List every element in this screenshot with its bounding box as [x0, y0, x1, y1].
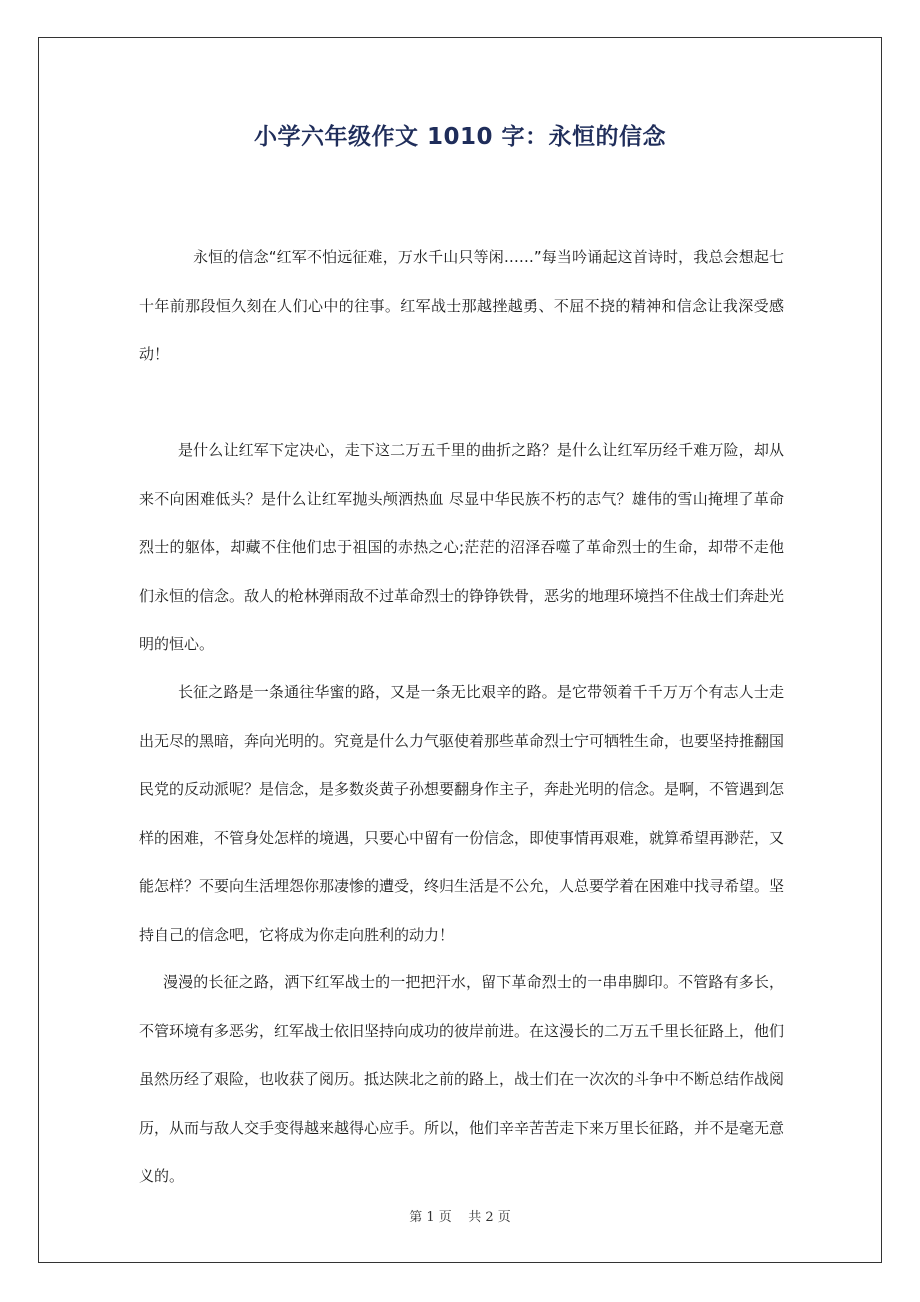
document-title: 小学六年级作文 1010 字：永恒的信念 — [253, 124, 667, 150]
paragraph-2: 是什么让红军下定决心，走下这二万五千里的曲折之路？是什么让红军历经千难万险，却从来不向困难低头？是什么让红军抛头颅洒热血 尽显中华民族不朽的志气？雄伟的雪山掩埋了革命烈士的躯体，却藏不住他们忠于祖国的赤热之心;茫茫的沼泽吞噬了革命烈士的生命，却带不走他们永恒的信念。敌人的枪林弹雨敌不过革命烈士的铮铮铁骨，恶劣的地理环境挡不住战士们奔赴光明的恒心。 — [139, 441, 785, 653]
page-footer — [0, 1206, 920, 1225]
paragraph-4: 漫漫的长征之路，洒下红军战士的一把把汗水，留下革命烈士的一串串脚印。不管路有多长，不管环境有多恶劣，红军战士依旧坚持向成功的彼岸前进。在这漫长的二万五千里长征路上，他们虽然历经了艰险，也收获了阅历。抵达陕北之前的路上，战士们在一次次的斗争中不断总结作战阅历，从而与敌人交手变得越来越得心应手。所以，他们辛辛苦苦走下来万里长征路，并不是毫无意义的。 — [139, 973, 785, 1185]
page-number: 第 1 页 — [409, 1210, 452, 1225]
paragraph-3: 长征之路是一条通往华蜜的路，又是一条无比艰辛的路。是它带领着千千万万个有志人士走出无尽的黑暗，奔向光明的。究竟是什么力气驱使着那些革命烈士宁可牺牲生命，也要坚持推翻国民党的反动派呢？是信念，是多数炎黄子孙想要翻身作主子，奔赴光明的信念。是啊，不管遇到怎样的困难，不管身处怎样的境遇，只要心中留有一份信念，即使事情再艰难，就算希望再渺茫，又能怎样？不要向生活埋怨你那凄惨的遭受，终归生活是不公允，人总要学着在困难中找寻希望。坚持自己的信念吧，它将成为你走向胜利的动力！ — [139, 683, 785, 944]
paragraph-1: 永恒的信念“红军不怕远征难，万水千山只等闲……”每当吟诵起这首诗时，我总会想起七十年前那段恒久刻在人们心中的往事。红军战士那越挫越勇、不屈不挠的精神和信念让我深受感动！ — [139, 248, 784, 363]
page-total: 共 2 页 — [468, 1210, 511, 1225]
